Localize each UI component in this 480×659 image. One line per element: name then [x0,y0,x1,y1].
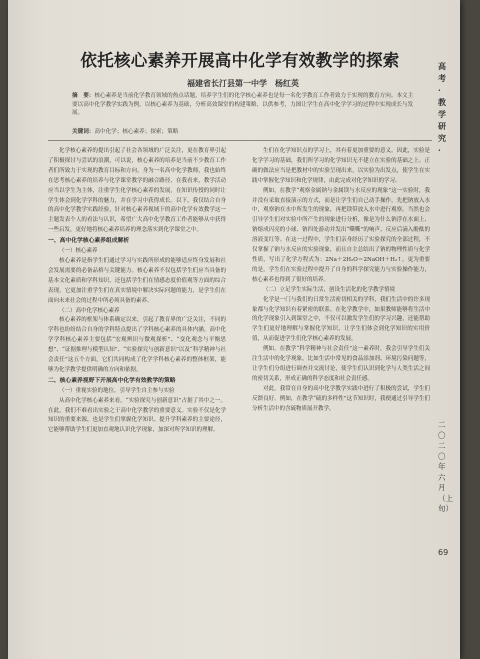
journal-page [8,0,460,659]
abstract-text: 核心素养是当前化学教育领域的热点话题，培养学生们的化学核心素养也是每一名化学教育工作者致力于实现的教育方向。本文主要以高中化学教学实践为例，以核心素养为基础，分析高效课堂的构建策略，以供参考，力图让学生在高中化学学习的过程中实现成长与发展。 [72,93,414,117]
section-heading: （一）核心素养 [59,248,98,255]
paragraph: 化学是一门与我们的日常生活密切相关的学科，我们生活中的许多现象都与化学知识有着紧密的联系。在化学教学中，如果教师能够将生活中的化学现象引入到课堂之中，不仅可以激发学生们的学习兴趣，还能帮助学生们更好地理解与掌握化学知识，让学生们体会到化学知识的实用价值，从而促进学生们化学核心素养的发展。 [252,296,430,343]
left-column [48,147,226,627]
paragraph: 核心素养是指学生们通过学习与实践所形成的能够适应终身发展和社会发展需要的必备品格与关键能力。核心素养不仅包括学生们应当具备的基本文化素质和学科知识，还包括学生们在情感态度价值观等方面的综合表现，它更加注重学生们在真实情境中解决实际问题的能力，是学生们在面向未来社会的过程中所必须具备的素养。 [48,257,226,304]
keywords-text: 高中化学；核心素养；探索；策略 [94,129,179,135]
paragraph: 例如，在教学“科学精神与社会责任”这一素养时，我会引导学生们关注生活中的化学现象，比如生活中常见的食品添加剂、环境污染问题等，让学生们分组进行调查并交流讨论，使学生们认识到化学与人类生活之间的密切关系，形成正确的科学态度和社会责任感。 [252,346,430,382]
section-heading: 一、高中化学核心素养组成解析 [48,238,130,245]
abstract [72,92,417,118]
paragraph: 化学核心素养的提出引起了社会各领域的广泛关注，更在教育界引起了积极探讨与尝试的浪潮，可以说，核心素养的培养是当前不少教育工作者们所致力于实现的教育目标和方向。身为一名高中化学教师，我也始终在思考核心素养的培养与化学课堂教学的融合路径，在我看来，教学活动应当以学生为主体，注重学生化学核心素养的发展，在知识传授的同时让学生体会到化学学科的魅力，并在学习中获得成长。以下，我仅结合自身的高中化学教学实践经验，针对核心素养视域下的高中化学有效教学这一主题发表个人的看法与认识，希望广大高中化学教育工作者能够从中获得一些启发，更好地将核心素养培养的理念落实到化学课堂之中。 [48,148,226,234]
paragraph: 从高中化学核心素养来看，“实验探究与创新意识”占据了其中之一。在此，我们不难看出实验之于高中化学教学的重要意义。实验不仅是化学知识的重要来源，也是学生们掌握化学知识、提升学科素养的主要途径，它能够帮助学生们更加直观地认识化学现象，加深对所学知识的理解。 [48,397,226,434]
section-heading: （二）立足学生实际生活，创设生活化的化学教学情境 [263,286,396,293]
article-title: 依托核心素养开展高中化学有效教学的探索 [80,51,400,70]
section-heading: （一）重视实验的地位，引导学生自主参与实验 [59,387,175,394]
divider [48,140,432,141]
keywords [72,128,417,136]
keywords-label: 关键词： [72,129,95,135]
section-heading: 二、核心素养视野下开展高中化学有效教学的策略 [48,377,176,384]
right-column [252,147,430,627]
issue-date: 二〇二〇年六月（上旬） [438,420,453,513]
paragraph: 例如，在教学“观察金属钠与金属镁与水反应的现象”这一实验时，我并没有采取直接演示的方式，而是让学生们自己动手操作，先把钠放入水中，观察钠在水中所发生的现象，再把镁带放入水中进行观察。当然也会引导学生们对实验中所产生的现象进行分析，像是为什么钠浮在水面上、钠熔成闪亮的小球、钠四处游动并发出“嘶嘶”的响声、反应后滴入酚酞的溶液变红等。在这一过程中，学生们亲身经历了实验探究的全部过程，不仅掌握了钠与水反应的实验现象，而且自主总结出了钠的物理性质与化学性质，写出了化学方程式为：2Na＋2H₂O＝2NaOH＋H₂↑。更为重要的是，学生们在实验过程中提升了自身的科学探究能力与实验操作能力，核心素养也得到了很好的培养。 [252,187,430,283]
journal-name: 高考·教学研究· [438,61,446,155]
section-heading: （二）高中化学核心素养 [59,307,120,314]
paragraph: 生们在化学知识点的学习上，其有着更加重要的意义。因此，实验是化学学习的基础，我们所学习的化学知识无不建立在实验的基础之上。正确的做法应当是把教材中的实验呈现出来，以实验为出发点，使学生在实践中掌握化学知识和化学规律，由此完成对化学知识的学习。 [252,148,430,184]
author-line: 福建省长汀县第一中学 杨红英 [187,79,299,88]
page-number: 69 [438,548,449,557]
abstract-label: 摘 要： [72,93,95,99]
paragraph: 核心素养的框架与体系确定以来，引起了教育界的广泛关注，不同的学科也纷纷结合自身的学科特点提出了学科核心素养的具体内涵。高中化学学科核心素养主要包括“宏观辨识与微观探析”、“变化观念与平衡思想”、“证据推理与模型认知”、“实验探究与创新意识”以及“科学精神与社会责任”这五个方面，它们共同构成了化学学科核心素养的整体框架，能够为化学教学提供明确的方向和依据。 [48,317,226,373]
paragraph: 对此，我常在自身的高中化学教学实践中进行了积极的尝试，学生们反馈良好。例如，在教学“硫的多样性”这节知识时，我便通过引导学生们分析生活中的含硫物质展开教学。 [252,385,430,412]
